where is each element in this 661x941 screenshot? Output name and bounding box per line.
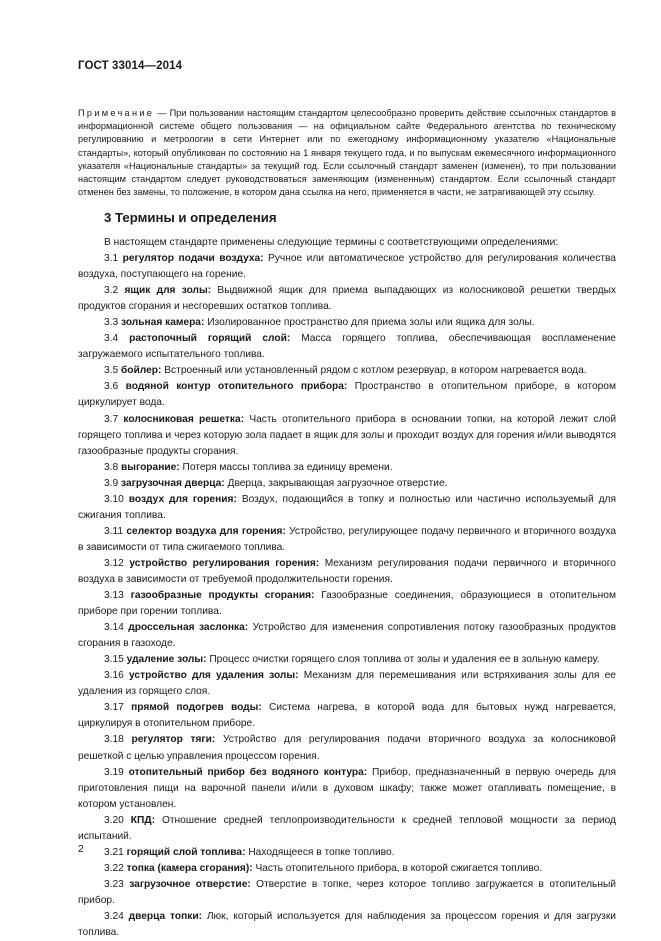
term-name: отопительный прибор без водяного контура: bbox=[128, 766, 368, 778]
term-definition: Встроенный или установленный рядом с котлом резервуар, в котором нагревается вода. bbox=[164, 365, 587, 377]
term-name: удаление золы: bbox=[126, 654, 207, 666]
term-entry bbox=[78, 251, 616, 283]
standard-header: ГОСТ 33014—2014 bbox=[78, 60, 183, 72]
term-name: выгорание: bbox=[121, 461, 180, 473]
term-name: дверца топки: bbox=[128, 910, 203, 922]
term-definition: Масса горящего топлива, обеспечивающая воспламенение загружаемого испытательного топлива. bbox=[78, 333, 616, 361]
term-name: загрузочное отверстие: bbox=[129, 878, 251, 890]
term-number: 3.1 bbox=[104, 253, 119, 265]
term-name: устройство для удаления золы: bbox=[129, 670, 299, 682]
term-entry bbox=[78, 700, 616, 732]
term-definition: Устройство для регулирования подачи вторичного воздуха за колосниковой решеткой с целью управления процессом горения. bbox=[78, 734, 616, 762]
term-name: бойлер: bbox=[121, 365, 162, 377]
term-definition: Прибор, предназначенный в первую очередь для приготовления пищи на варочной панели и/или в духовом шкафу; также может отапливать помещение, в котором установлен. bbox=[78, 766, 616, 810]
term-name: дроссельная заслонка: bbox=[128, 622, 249, 634]
term-number: 3.7 bbox=[104, 413, 119, 425]
term-number: 3.13 bbox=[104, 590, 124, 602]
term-definition: Находящееся в топке топливо. bbox=[248, 846, 395, 858]
term-entry bbox=[78, 861, 616, 877]
term-name: воздух для горения: bbox=[128, 493, 237, 505]
term-number: 3.4 bbox=[104, 333, 119, 345]
term-definition: Пространство в отопительном приборе, в котором циркулирует вода. bbox=[78, 381, 616, 409]
term-definition: Потеря массы топлива за единицу времени. bbox=[182, 461, 393, 473]
term-number: 3.5 bbox=[104, 365, 119, 377]
term-entry bbox=[78, 492, 616, 524]
term-entry bbox=[78, 363, 616, 379]
term-entry bbox=[78, 845, 616, 861]
term-entry bbox=[78, 412, 616, 460]
term-number: 3.22 bbox=[104, 862, 124, 874]
term-number: 3.9 bbox=[104, 477, 119, 489]
term-name: водяной контур отопительного прибора: bbox=[125, 381, 348, 393]
term-entry bbox=[78, 909, 616, 941]
term-number: 3.8 bbox=[104, 461, 119, 473]
term-name: зольная камера: bbox=[121, 317, 205, 329]
term-name: газообразные продукты сгорания: bbox=[130, 590, 315, 602]
term-number: 3.11 bbox=[104, 525, 124, 537]
term-number: 3.6 bbox=[104, 381, 119, 393]
term-number: 3.10 bbox=[104, 493, 124, 505]
term-name: регулятор подачи воздуха: bbox=[122, 253, 264, 265]
term-number: 3.24 bbox=[104, 910, 124, 922]
term-definition: Газообразные соединения, образующиеся в отопительном приборе при горении топлива. bbox=[78, 590, 616, 618]
term-definition: Часть отопительного прибора, в которой сжигается топливо. bbox=[255, 862, 543, 874]
term-definition: Отверстие в топке, через которое топливо загружается в отопительный прибор. bbox=[78, 878, 616, 906]
term-entry bbox=[78, 524, 616, 556]
note-text: — При пользовании настоящим стандартом целесообразно проверить действие ссылочных стандартов в информационной системе общего пользования — на официальном сайте Федерального агентства по техническому регулированию и метрологии в сети Интернет или по ежегодному информационному указателю «Национальные стандарты», который опубликован по состоянию на 1 января текущего года, и по выпускам ежемесячного информационного указателя «Национальные стандарты» за текущий год. Если ссылочный стандарт заменен (изменен), то при пользовании настоящим стандартом следует руководствоваться заменяющим (измененным) стандартом. Если ссылочный стандарт отменен без замены, то положение, в котором дана ссылка на него, применяется в части, не затрагивающей эту ссылку. bbox=[78, 108, 616, 198]
term-name: прямой подогрев воды: bbox=[131, 702, 262, 714]
term-name: растопочный горящий слой: bbox=[129, 333, 291, 345]
term-number: 3.23 bbox=[104, 878, 124, 890]
term-definition: Люк, который используется для наблюдения за процессом горения и для загрузки топлива. bbox=[78, 910, 616, 939]
term-definition: Дверца, закрывающая загрузочное отверстие. bbox=[227, 477, 448, 489]
term-entry bbox=[78, 877, 616, 909]
term-definition: Механизм регулирования подачи первичного и вторичного воздуха в зависимости от требуемой продолжительности горения. bbox=[78, 557, 616, 585]
term-definition: Изолированное пространство для приема золы или ящика для золы. bbox=[207, 317, 535, 329]
term-number: 3.19 bbox=[104, 766, 124, 778]
term-name: колосниковая решетка: bbox=[123, 413, 245, 425]
term-definition: Выдвижной ящик для приема выпадающих из колосниковой решетки твердых продуктов сгорания и несгоревших остатков топлива. bbox=[78, 285, 616, 313]
note-label: Примечание bbox=[78, 108, 155, 118]
page-number: 2 bbox=[78, 843, 84, 855]
term-number: 3.17 bbox=[104, 702, 124, 714]
term-entry bbox=[78, 588, 616, 620]
term-number: 3.2 bbox=[104, 285, 119, 297]
term-definition: Механизм для перемешивания или встряхивания золы для ее удаления из горящего слоя. bbox=[78, 670, 616, 698]
term-number: 3.18 bbox=[104, 734, 124, 746]
term-name: устройство регулирования горения: bbox=[129, 557, 320, 569]
term-name: ящик для золы: bbox=[124, 285, 212, 297]
term-definition: Часть отопительного прибора в основании топки, на которой лежит слой горящего топлива и через которую зола падает в ящик для золы и проходит воздух для горения и/или выводятся газообразные продукты сгорания. bbox=[78, 413, 617, 457]
term-definition: Устройство, регулирующее подачу первичного и вторичного воздуха в зависимости от типа сжигаемого топлива. bbox=[78, 525, 617, 553]
term-name: регулятор тяги: bbox=[131, 734, 216, 746]
term-name: селектор воздуха для горения: bbox=[126, 525, 286, 537]
term-number: 3.15 bbox=[104, 654, 124, 666]
term-entry bbox=[78, 476, 616, 492]
reference-note bbox=[78, 107, 616, 199]
term-entry bbox=[78, 331, 616, 363]
term-definition: Устройство для изменения сопротивления потоку газообразных продуктов сгорания в газоходе. bbox=[78, 622, 616, 650]
terms-list bbox=[78, 235, 616, 941]
term-entry bbox=[78, 668, 616, 700]
term-name: топка (камера сгорания): bbox=[126, 862, 253, 874]
term-name: горящий слой топлива: bbox=[126, 846, 246, 858]
term-number: 3.16 bbox=[104, 670, 124, 682]
term-definition: Процесс очистки горящего слоя топлива от золы и удаления ее в зольную камеру. bbox=[209, 654, 600, 666]
term-entry bbox=[78, 460, 616, 476]
term-number: 3.14 bbox=[104, 622, 124, 634]
term-entry bbox=[78, 620, 616, 652]
term-number: 3.20 bbox=[104, 814, 124, 826]
term-entry bbox=[78, 283, 616, 315]
term-entry bbox=[78, 315, 616, 331]
term-definition: Система нагрева, в которой вода для бытовых нужд нагревается, циркулируя в отопительном приборе. bbox=[78, 702, 616, 730]
term-name: КПД: bbox=[130, 814, 155, 826]
term-number: 3.21 bbox=[104, 846, 124, 858]
term-definition: Воздух, подающийся в топку и полностью или частично используемый для сжигания топлива. bbox=[78, 493, 616, 521]
term-number: 3.12 bbox=[104, 557, 124, 569]
term-entry bbox=[78, 732, 616, 764]
section-title: 3 Термины и определения bbox=[104, 210, 277, 225]
term-name: загрузочная дверца: bbox=[121, 477, 225, 489]
term-entry bbox=[78, 379, 616, 411]
term-entry bbox=[78, 652, 616, 668]
term-definition: Ручное или автоматическое устройство для регулирования количества воздуха, поступающего на горение. bbox=[78, 253, 616, 281]
term-entry bbox=[78, 556, 616, 588]
term-number: 3.3 bbox=[104, 317, 119, 329]
section-intro: В настоящем стандарте применены следующие термины с соответствующими определениями: bbox=[104, 237, 559, 248]
term-definition: Отношение средней теплопроизводительности к средней тепловой мощности за период испытаний. bbox=[78, 814, 616, 842]
term-entry bbox=[78, 765, 616, 813]
term-entry bbox=[78, 813, 616, 845]
